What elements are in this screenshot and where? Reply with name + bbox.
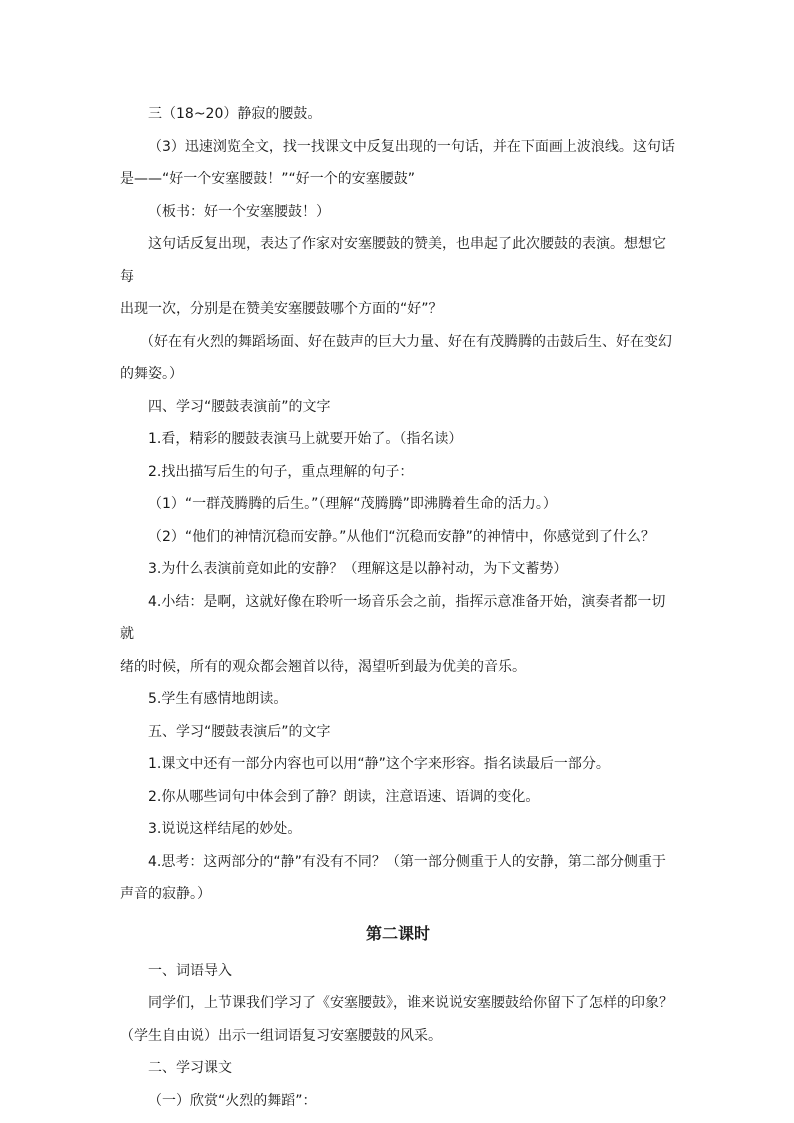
paragraph-line: 四、学习“腰鼓表演前”的文字 [148,398,331,415]
paragraph-line: 1.课文中还有一部分内容也可以用“静”这个字来形容。指名读最后一部分。 [148,756,610,772]
paragraph-line: 是——“好一个安塞腰鼓！”“好一个的安塞腰鼓” [120,171,416,187]
paragraph-line: 这句话反复出现，表达了作家对安塞腰鼓的赞美，也串起了此次腰鼓的表演。想想它每 [120,236,666,285]
paragraph-line: 声音的寂静。） [120,886,211,902]
paragraph-line: （好在有火烈的舞蹈场面、好在鼓声的巨大力量、好在有茂腾腾的击鼓后生、好在变幻 [140,333,672,350]
paragraph-line: 绪的时候，所有的观众都会翘首以待，渴望听到最为优美的音乐。 [120,658,526,675]
paragraph-line: 3.为什么表演前竟如此的安静？（理解这是以静衬动，为下文蓄势） [148,561,568,577]
paragraph-line: 2.你从哪些词句中体会到了静？朗读，注意语速、语调的变化。 [148,788,540,805]
paragraph-line: 5.学生有感情地朗读。 [148,691,288,707]
paragraph-line: 3.说说这样结尾的妙处。 [148,821,302,837]
paragraph-line: 2.找出描写后生的句子，重点理解的句子： [148,463,414,480]
paragraph-line: 一、词语导入 [148,962,232,979]
paragraph-line: 的舞姿。） [120,366,183,382]
paragraph-line: 1.看，精彩的腰鼓表演马上就要开始了。（指名读） [148,431,463,447]
paragraph-line: 五、学习“腰鼓表演后”的文字 [148,723,331,740]
paragraph-line: 4.思考：这两部分的“静”有没有不同？（第一部分侧重于人的安静，第二部分侧重于 [148,853,666,870]
paragraph-line: （一）欣赏“火烈的舞蹈”： [148,1092,317,1109]
paragraph-line: 二、学习课文 [148,1060,232,1076]
paragraph-line: 同学们，上节课我们学习了《安塞腰鼓》，谁来说说安塞腰鼓给你留下了怎样的印象？ [148,995,673,1011]
paragraph-line: （1）“一群茂腾腾的后生。”（理解“茂腾腾”即沸腾着生命的活力。） [148,496,557,512]
paragraph-line: （板书：好一个安塞腰鼓！） [148,203,330,220]
paragraph-line: （2）“他们的神情沉稳而安静。”从他们“沉稳而安静”的神情中，你感觉到了什么？ [148,528,655,545]
paragraph-line: （学生自由说）出示一组词语复习安塞腰鼓的风采。 [120,1027,442,1044]
paragraph-line: 出现一次，分别是在赞美安塞腰鼓哪个方面的“好”？ [120,301,443,317]
paragraph-line: 三（18~20）静寂的腰鼓。 [148,106,322,122]
paragraph-line: （3）迅速浏览全文，找一找课文中反复出现的一句话，并在下面画上波浪线。这句话 [148,138,675,155]
paragraph-line: 4.小结：是啊，这就好像在聆听一场音乐会之前，指挥示意准备开始，演奏者都一切就 [120,593,666,642]
section-title: 第二课时 [365,923,430,943]
document-body [120,98,676,1117]
